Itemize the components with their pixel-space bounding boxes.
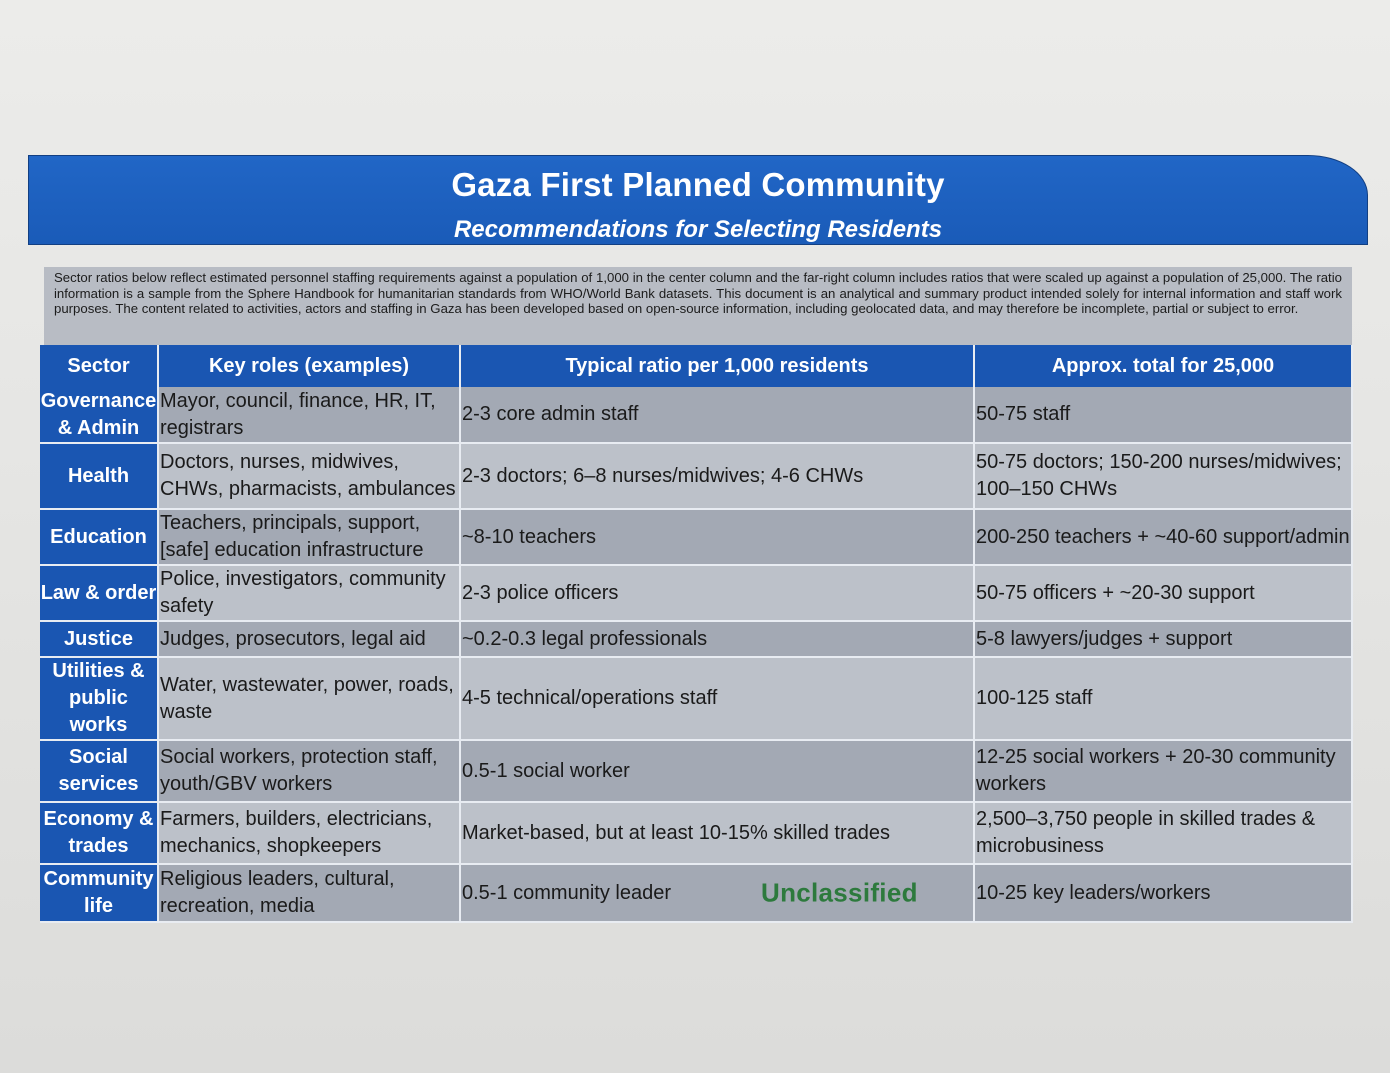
document-sheet <box>28 155 1368 920</box>
ratio-cell: 2-3 doctors; 6–8 nurses/midwives; 4-6 CHWs <box>460 443 974 509</box>
sector-cell: Justice <box>40 621 158 657</box>
table-row <box>40 740 1352 802</box>
ratio-cell: 4-5 technical/operations staff <box>460 657 974 740</box>
total-cell: 5-8 lawyers/judges + support <box>974 621 1352 657</box>
sector-cell: Governance & Admin <box>40 387 158 443</box>
total-cell: 50-75 officers + ~20-30 support <box>974 565 1352 621</box>
sector-cell: Community life <box>40 864 158 922</box>
ratio-cell: ~0.2-0.3 legal professionals <box>460 621 974 657</box>
ratio-cell: 0.5-1 social worker <box>460 740 974 802</box>
ratio-cell: ~8-10 teachers <box>460 509 974 565</box>
ratio-cell <box>460 864 974 922</box>
roles-cell: Teachers, principals, support, [safe] education infrastructure <box>158 509 460 565</box>
table-row <box>40 443 1352 509</box>
sector-cell: Economy & trades <box>40 802 158 864</box>
roles-cell: Water, wastewater, power, roads, waste <box>158 657 460 740</box>
total-cell: 12-25 social workers + 20-30 community workers <box>974 740 1352 802</box>
sector-cell: Utilities & public works <box>40 657 158 740</box>
roles-cell: Social workers, protection staff, youth/GBV workers <box>158 740 460 802</box>
roles-cell: Judges, prosecutors, legal aid <box>158 621 460 657</box>
ratio-cell: Market-based, but at least 10-15% skilled trades <box>460 802 974 864</box>
sector-cell: Law & order <box>40 565 158 621</box>
table-row <box>40 387 1352 443</box>
table-header-row <box>40 345 1352 387</box>
document-title: Gaza First Planned Community <box>451 166 945 203</box>
roles-cell: Farmers, builders, electricians, mechanics, shopkeepers <box>158 802 460 864</box>
total-cell: 10-25 key leaders/workers <box>974 864 1352 922</box>
table-row <box>40 509 1352 565</box>
table-row <box>40 621 1352 657</box>
table-row <box>40 802 1352 864</box>
staffing-table <box>40 345 1353 923</box>
column-header-sector: Sector <box>40 345 158 387</box>
total-cell: 50-75 doctors; 150-200 nurses/midwives; 100–150 CHWs <box>974 443 1352 509</box>
sector-cell: Social services <box>40 740 158 802</box>
table-row <box>40 657 1352 740</box>
total-cell: 100-125 staff <box>974 657 1352 740</box>
disclaimer-text: Sector ratios below reflect estimated personnel staffing requirements against a population of 1,000 in the center column and the far-right column includes ratios that were scaled up against a population of 25,000. The ratio information is a sample from the Sphere Handbook for humanitarian standards from WHO/World Bank datasets. This document is an analytical and summary product intended solely for internal information and staff work purposes. The content related to activities, actors and staffing in Gaza has been developed based on open-source information, including geolocated data, and may therefore be incomplete, partial or subject to error. <box>44 267 1352 345</box>
total-cell: 200-250 teachers + ~40-60 support/admin <box>974 509 1352 565</box>
classification-marking: Unclassified <box>761 877 918 908</box>
column-header-total: Approx. total for 25,000 <box>974 345 1352 387</box>
roles-cell: Doctors, nurses, midwives, CHWs, pharmacists, ambulances <box>158 443 460 509</box>
ratio-cell: 2-3 core admin staff <box>460 387 974 443</box>
ratio-cell-text: 0.5-1 community leader <box>462 881 671 904</box>
sector-cell: Health <box>40 443 158 509</box>
total-cell: 2,500–3,750 people in skilled trades & microbusiness <box>974 802 1352 864</box>
table-row <box>40 864 1352 922</box>
roles-cell: Religious leaders, cultural, recreation, media <box>158 864 460 922</box>
table-row <box>40 565 1352 621</box>
ratio-cell: 2-3 police officers <box>460 565 974 621</box>
roles-cell: Police, investigators, community safety <box>158 565 460 621</box>
column-header-key-roles: Key roles (examples) <box>158 345 460 387</box>
title-banner <box>28 155 1368 245</box>
sector-cell: Education <box>40 509 158 565</box>
document-subtitle: Recommendations for Selecting Residents <box>453 216 943 243</box>
total-cell: 50-75 staff <box>974 387 1352 443</box>
column-header-ratio: Typical ratio per 1,000 residents <box>460 345 974 387</box>
roles-cell: Mayor, council, finance, HR, IT, registrars <box>158 387 460 443</box>
